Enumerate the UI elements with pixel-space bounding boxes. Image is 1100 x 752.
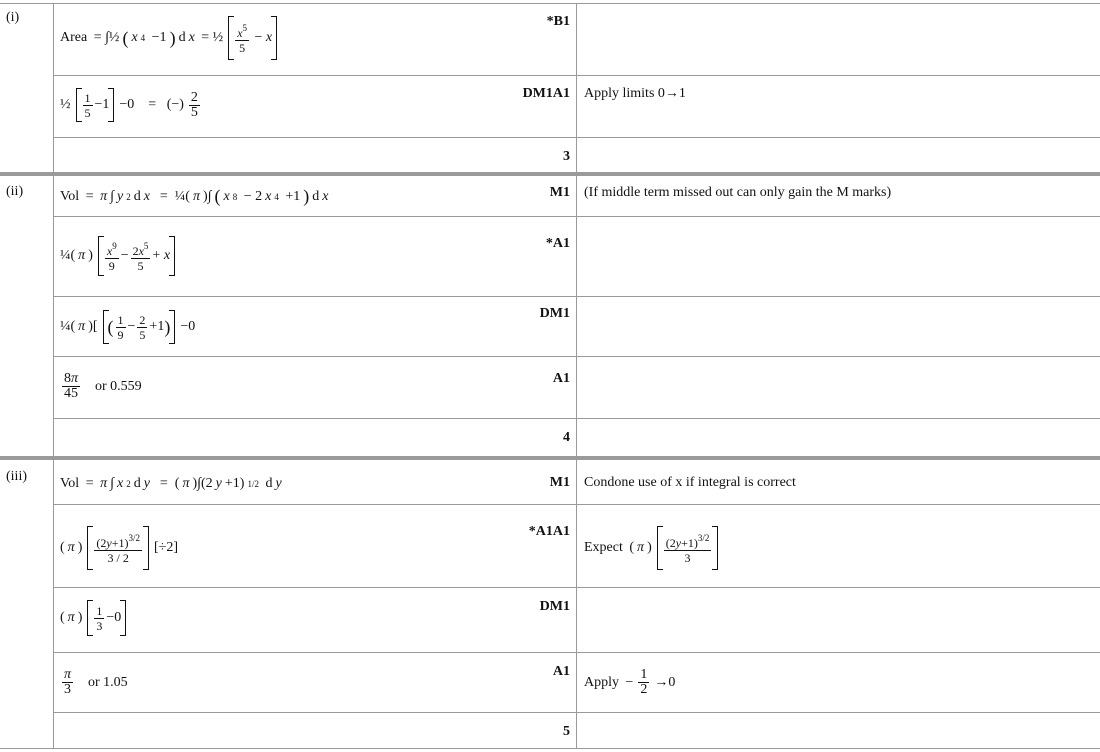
row-divider bbox=[54, 504, 1100, 505]
row-divider bbox=[0, 3, 1100, 4]
area-integral: Area = ∫½ ( x 4 −1 ) d x = ½ $\frac{x^5}{5}$ − x bbox=[60, 16, 279, 60]
volume-answer: $\frac{8\pi}{45}$ or 0.559 bbox=[64, 371, 142, 401]
part-label-iii: (iii) bbox=[6, 469, 27, 484]
section-divider bbox=[0, 456, 1100, 460]
column-divider bbox=[576, 3, 577, 748]
row-divider bbox=[54, 652, 1100, 653]
mark-r2: DM1A1 bbox=[522, 86, 570, 101]
mark-total-iii: 5 bbox=[563, 724, 570, 739]
volume-y-antiderivative: ( π ) $\frac{(2y+1)^{3/2}}{3 / 2}$ [÷2] bbox=[60, 526, 178, 570]
row-divider bbox=[54, 216, 1100, 217]
note-r9: Condone use of x if integral is correct bbox=[584, 475, 796, 490]
mark-r6: DM1 bbox=[539, 306, 570, 321]
row-divider bbox=[54, 712, 1100, 713]
area-limits: ½ $\frac{1}{5}$ −1 −0 = (−) $\frac{2}{5}$ bbox=[60, 88, 202, 122]
mark-r12: A1 bbox=[552, 664, 570, 679]
volume-y-limits: ( π ) $\frac{1}{3}$ −0 bbox=[60, 600, 128, 636]
mark-r7: A1 bbox=[552, 371, 570, 386]
mark-r4: M1 bbox=[549, 185, 570, 200]
row-divider bbox=[54, 356, 1100, 357]
note-r12: Apply − $\frac{1}{2}$ →0 bbox=[584, 667, 676, 697]
row-divider bbox=[54, 296, 1100, 297]
volume-antiderivative: ¼( π ) $\frac{x^9}{9}$ − $\frac{2x^5}{5}$ + x bbox=[60, 236, 177, 276]
row-divider bbox=[54, 75, 1100, 76]
row-divider bbox=[0, 748, 1100, 749]
row-divider bbox=[54, 587, 1100, 588]
part-label-i: (i) bbox=[6, 10, 20, 25]
volume-limits: ¼( π )[ ( $\frac{1}{9}$ − $\frac{2}{5}$ +1 ) −0 bbox=[60, 310, 195, 344]
volume-integral: Vol = π ∫ y 2 d x = ¼( π )∫ ( x 8 − 2 x 4 +1 ) d x bbox=[60, 186, 329, 206]
mark-r9: M1 bbox=[549, 475, 570, 490]
mark-r1: *B1 bbox=[546, 14, 570, 29]
column-divider bbox=[53, 3, 54, 748]
row-divider bbox=[54, 137, 1100, 138]
note-r4: (If middle term missed out can only gain the M marks) bbox=[584, 185, 892, 200]
note-r2: Apply limits 0→1 bbox=[584, 86, 686, 101]
mark-r5: *A1 bbox=[545, 236, 570, 251]
mark-r10: *A1A1 bbox=[528, 524, 570, 539]
note-r10: Expect ( π ) $\frac{(2y+1)^{3/2}}{3}$ bbox=[584, 526, 720, 570]
volume-y-integral: Vol = π ∫ x 2 d y = ( π )∫(2 y +1) 1/2 d y bbox=[60, 476, 282, 491]
mark-total-i: 3 bbox=[563, 149, 570, 164]
mark-total-ii: 4 bbox=[563, 430, 570, 445]
row-divider bbox=[54, 418, 1100, 419]
section-divider bbox=[0, 172, 1100, 176]
volume-y-answer: $\frac{\pi}{3}$ or 1.05 bbox=[64, 667, 128, 697]
mark-r11: DM1 bbox=[539, 599, 570, 614]
part-label-ii: (ii) bbox=[6, 184, 24, 199]
